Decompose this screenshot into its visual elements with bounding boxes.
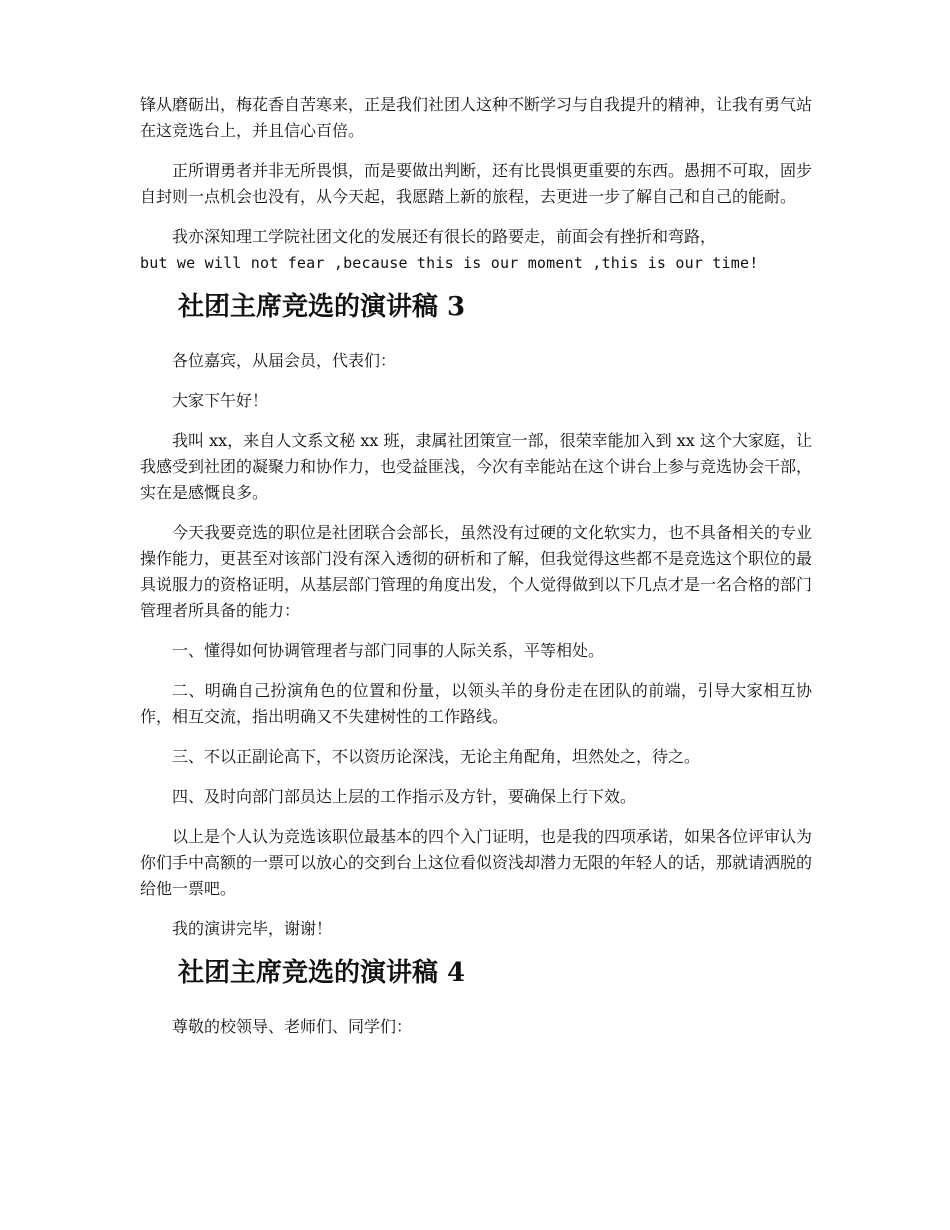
paragraph-salutation: 尊敬的校领导、老师们、同学们：	[172, 1017, 413, 1036]
section-heading: 社团主席竞选的演讲稿 3	[178, 292, 466, 322]
paragraph-continuation: 锋从磨砺出，梅花香自苦寒来，正是我们社团人这种不断学习与自我提升的精神，让我有勇气站在这竞选台上，并且信心百倍。	[140, 95, 813, 140]
paragraph-ending: 我的演讲完毕，谢谢！	[172, 919, 333, 938]
paragraph: 以上是个人认为竞选该职位最基本的四个入门证明，也是我的四项承诺，如果各位评审认为你们手中高额的一票可以放心的交到台上这位看似资浅却潜力无限的年轻人的话，那就请洒脱的给他一票吧。	[140, 827, 813, 898]
document-page	[140, 92, 812, 1054]
paragraph-greeting: 大家下午好！	[172, 391, 269, 410]
list-item: 二、明确自己扮演角色的位置和份量，以领头羊的身份走在团队的前端，引导大家相互协作，相互交流，指出明确又不失建树性的工作路线。	[140, 681, 812, 726]
closing-english-text: but we will not fear ,because this is our moment ,this is our time!	[140, 254, 759, 272]
section-heading: 社团主席竞选的演讲稿 4	[178, 958, 466, 988]
closing-chinese-text: 我亦深知理工学院社团文化的发展还有很长的路要走，前面会有挫折和弯路，	[172, 227, 717, 246]
paragraph: 今天我要竞选的职位是社团联合会部长，虽然没有过硬的文化软实力，也不具备相关的专业操作能力，更甚至对该部门没有深入透彻的研析和了解，但我觉得这些都不是竞选这个职位的最具说服力的资格证明，从基层部门管理的角度出发，个人觉得做到以下几点才是一名合格的部门管理者所具备的能力：	[140, 523, 813, 620]
paragraph-closing	[140, 224, 812, 276]
list-item: 四、及时向部门部员达上层的工作指示及方针，要确保上行下效。	[172, 787, 637, 806]
paragraph: 我叫 xx，来自人文系文秘 xx 班，隶属社团策宣一部，很荣幸能加入到 xx 这个大家庭，让我感受到社团的凝聚力和协作力，也受益匪浅，今次有幸能站在这个讲台上参与竞选协会干部，实在是感慨良多。	[140, 431, 813, 502]
paragraph: 正所谓勇者并非无所畏惧，而是要做出判断，还有比畏惧更重要的东西。愚拥不可取，固步自封则一点机会也没有，从今天起，我愿踏上新的旅程，去更进一步了解自己和自己的能耐。	[140, 161, 813, 206]
paragraph-salutation: 各位嘉宾，从届会员，代表们：	[172, 351, 397, 370]
list-item: 三、不以正副论高下，不以资历论深浅，无论主角配角，坦然处之，待之。	[172, 747, 701, 766]
list-item: 一、懂得如何协调管理者与部门同事的人际关系，平等相处。	[172, 641, 605, 660]
